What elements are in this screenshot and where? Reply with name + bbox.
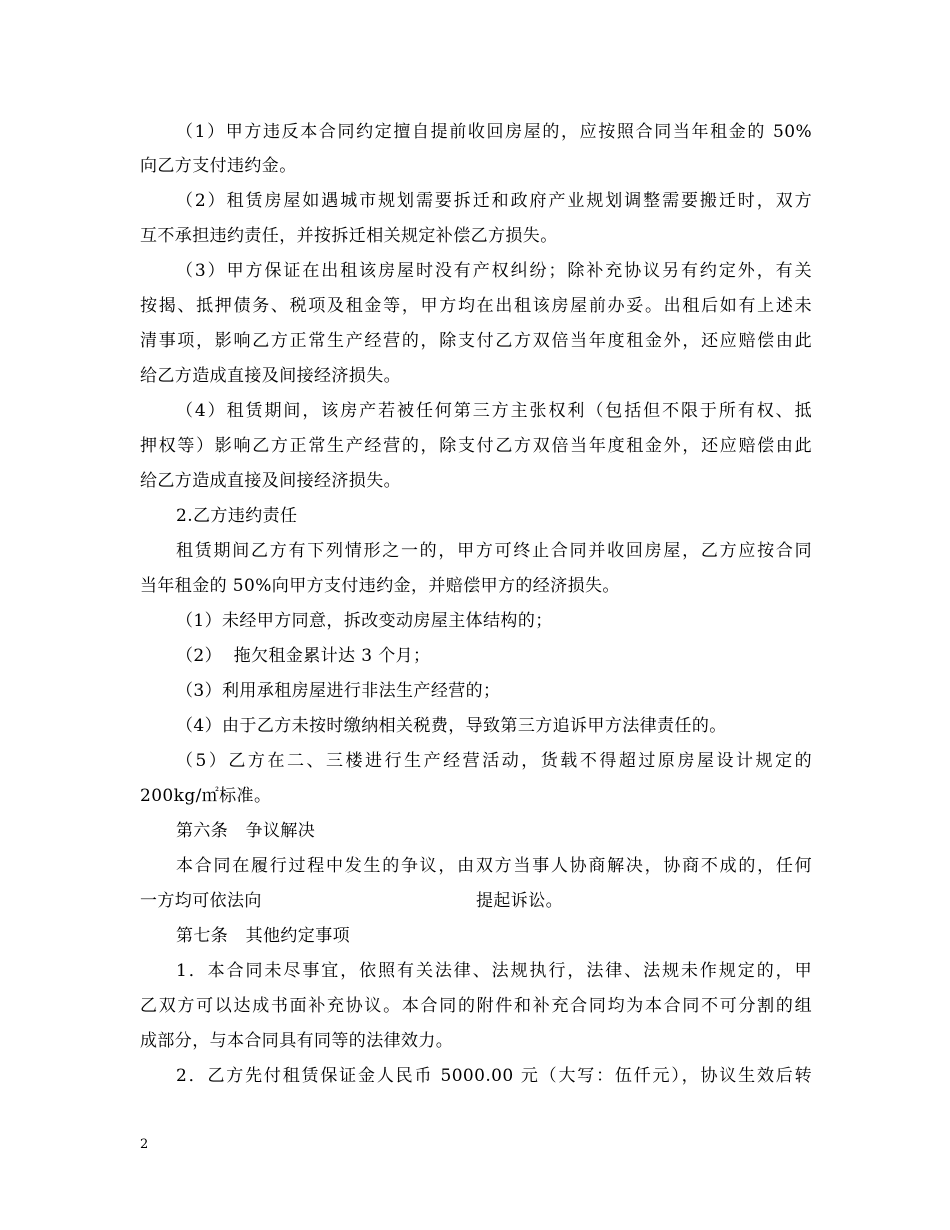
text-line: （3）甲方保证在出租该房屋时没有产权纠纷；除补充协议另有约定外，有关	[176, 261, 812, 281]
page-number: 2	[140, 1137, 149, 1152]
text-line: （1）未经甲方同意，拆改变动房屋主体结构的；	[176, 611, 553, 631]
text-line: （4）由于乙方未按时缴纳相关税费，导致第三方追诉甲方法律责任的。	[176, 716, 727, 736]
text-line: 互不承担违约责任，并按拆迁相关规定补偿乙方损失。	[140, 226, 558, 246]
text-line: 提起诉讼。	[476, 891, 563, 911]
text-line: 租赁期间乙方有下列情形之一的，甲方可终止合同并收回房屋，乙方应按合同	[176, 541, 812, 561]
text-line: 按揭、抵押债务、税项及租金等，甲方均在出租该房屋前办妥。出租后如有上述未	[140, 296, 812, 316]
text-line: 1．本合同未尽事宜，依照有关法律、法规执行，法律、法规未作规定的，甲	[176, 961, 812, 981]
text-line: 给乙方造成直接及间接经济损失。	[140, 366, 401, 386]
text-line: （4）租赁期间，该房产若被任何第三方主张权利（包括但不限于所有权、抵	[176, 401, 812, 421]
text-line: 当年租金的 50%向甲方支付违约金，并赔偿甲方的经济损失。	[140, 576, 620, 596]
text-line: （2） 拖欠租金累计达 3 个月；	[176, 646, 431, 666]
text-line: 押权等）影响乙方正常生产经营的，除支付乙方双倍当年度租金外，还应赔偿由此	[140, 436, 812, 456]
text-line: 一方均可依法向	[140, 891, 262, 911]
text-line: （2）租赁房屋如遇城市规划需要拆迁和政府产业规划调整需要搬迁时，双方	[176, 191, 812, 211]
text-line: 200kg/㎡标准。	[140, 786, 272, 806]
section-heading: 2.乙方违约责任	[176, 506, 298, 526]
text-line: 成部分，与本合同具有同等的法律效力。	[140, 1031, 454, 1051]
text-line: 本合同在履行过程中发生的争议，由双方当事人协商解决，协商不成的，任何	[176, 856, 812, 876]
article-heading: 第七条 其他约定事项	[176, 926, 350, 946]
article-heading: 第六条 争议解决	[176, 821, 316, 841]
text-line: （5）乙方在二、三楼进行生产经营活动，货载不得超过原房屋设计规定的	[176, 751, 812, 771]
text-line: 清事项，影响乙方正常生产经营的，除支付乙方双倍当年度租金外，还应赔偿由此	[140, 331, 812, 351]
text-line: 乙双方可以达成书面补充协议。本合同的附件和补充合同均为本合同不可分割的组	[140, 996, 812, 1016]
text-line: 2．乙方先付租赁保证金人民币 5000.00 元（大写：伍仟元），协议生效后转	[176, 1066, 812, 1086]
text-line: 给乙方造成直接及间接经济损失。	[140, 471, 401, 491]
text-line: （3）利用承租房屋进行非法生产经营的；	[176, 681, 501, 701]
text-line: （1）甲方违反本合同约定擅自提前收回房屋的，应按照合同当年租金的 50%	[176, 122, 812, 142]
text-line: 向乙方支付违约金。	[140, 156, 297, 176]
